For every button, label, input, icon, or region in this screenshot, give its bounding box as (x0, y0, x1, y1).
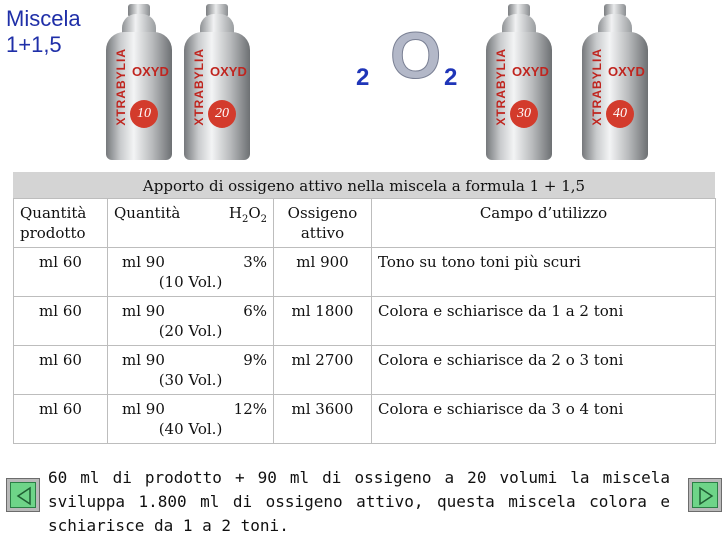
bottle-product-label: OXYD (210, 64, 247, 79)
cell-h2o2-qty: ml 90 (122, 302, 165, 320)
cell-h2o2 (108, 346, 274, 395)
h2o2-o: O (248, 204, 261, 222)
h2o2-sub1: 2 (241, 214, 249, 225)
bottle-oxyd-10 (106, 4, 172, 160)
table-row (14, 297, 716, 346)
table-caption: Apporto di ossigeno attivo nella miscela a formula 1 + 1,5 (13, 172, 715, 198)
bottle-product-label: OXYD (608, 64, 645, 79)
bottle-oxyd-20 (184, 4, 250, 160)
left-arrow-icon (11, 483, 37, 509)
h2o2-sub2: 2 (260, 214, 267, 225)
cell-active: ml 2700 (274, 346, 372, 395)
bottle-brand-label: XTRABYLIA (114, 48, 128, 126)
cell-product: ml 60 (14, 297, 108, 346)
cell-h2o2-qty: ml 90 (122, 253, 165, 271)
cell-h2o2 (108, 248, 274, 297)
bottle-volume-badge: 20 (208, 100, 236, 128)
cell-product: ml 60 (14, 248, 108, 297)
header-active-oxygen: Ossigeno attivo (274, 199, 372, 248)
right-arrow-icon (693, 483, 719, 509)
cell-h2o2 (108, 297, 274, 346)
mixture-table (13, 198, 716, 444)
next-slide-button[interactable] (688, 478, 722, 512)
table-row (14, 395, 716, 444)
bottle-volume-badge: 40 (606, 100, 634, 128)
bottle-volume-badge: 10 (130, 100, 158, 128)
cell-h2o2-qty: ml 90 (122, 400, 165, 418)
bottle-brand-label: XTRABYLIA (494, 48, 508, 126)
header-h2o2-qty (108, 199, 274, 248)
cell-h2o2-vol: (20 Vol.) (158, 322, 223, 340)
cell-use: Colora e schiarisce da 2 o 3 toni (372, 346, 716, 395)
h2o2-h: H (228, 204, 242, 222)
cell-h2o2-vol: (10 Vol.) (158, 273, 223, 291)
oxygen-letter: O (390, 18, 442, 92)
cell-active: ml 1800 (274, 297, 372, 346)
cell-product: ml 60 (14, 395, 108, 444)
cell-h2o2-qty: ml 90 (122, 351, 165, 369)
slide-title-line2: 1+1,5 (6, 32, 62, 57)
cell-h2o2-pct: 9% (243, 351, 267, 369)
h2o2-formula (229, 203, 267, 230)
bottle-brand-label: XTRABYLIA (590, 48, 604, 126)
cell-product: ml 60 (14, 346, 108, 395)
cell-use: Colora e schiarisce da 3 o 4 toni (372, 395, 716, 444)
cell-h2o2-vol: (30 Vol.) (158, 371, 223, 389)
oxygen-right-subscript: 2 (444, 64, 458, 91)
bottle-product-label: OXYD (512, 64, 549, 79)
slide-title-line1: Miscela (6, 6, 81, 31)
cell-active: ml 900 (274, 248, 372, 297)
header-product-qty: Quantità prodotto (14, 199, 108, 248)
bottle-product-label: OXYD (132, 64, 169, 79)
cell-h2o2-pct: 3% (243, 253, 267, 271)
cell-h2o2-pct: 6% (243, 302, 267, 320)
cell-active: ml 3600 (274, 395, 372, 444)
oxygen-symbol (352, 18, 464, 92)
header-h2o2-label: Quantità (114, 204, 181, 222)
slide-title (6, 6, 81, 58)
cell-use: Tono su tono toni più scuri (372, 248, 716, 297)
oxygen-left-subscript: 2 (356, 64, 370, 91)
cell-use: Colora e schiarisce da 1 a 2 toni (372, 297, 716, 346)
cell-h2o2-pct: 12% (233, 400, 267, 418)
cell-h2o2-vol: (40 Vol.) (158, 420, 223, 438)
bottle-volume-badge: 30 (510, 100, 538, 128)
cell-h2o2 (108, 395, 274, 444)
table-header-row (14, 199, 716, 248)
bottle-oxyd-40 (582, 4, 648, 160)
bottle-oxyd-30 (486, 4, 552, 160)
bottle-brand-label: XTRABYLIA (192, 48, 206, 126)
summary-note: 60 ml di prodotto + 90 ml di ossigeno a 20 volumi la miscela sviluppa 1.800 ml di ossigeno attivo, questa miscela colora e schiarisce da 1 a 2 toni. (48, 468, 670, 535)
table-row (14, 346, 716, 395)
previous-slide-button[interactable] (6, 478, 40, 512)
table-row (14, 248, 716, 297)
header-use: Campo d’utilizzo (372, 199, 716, 248)
